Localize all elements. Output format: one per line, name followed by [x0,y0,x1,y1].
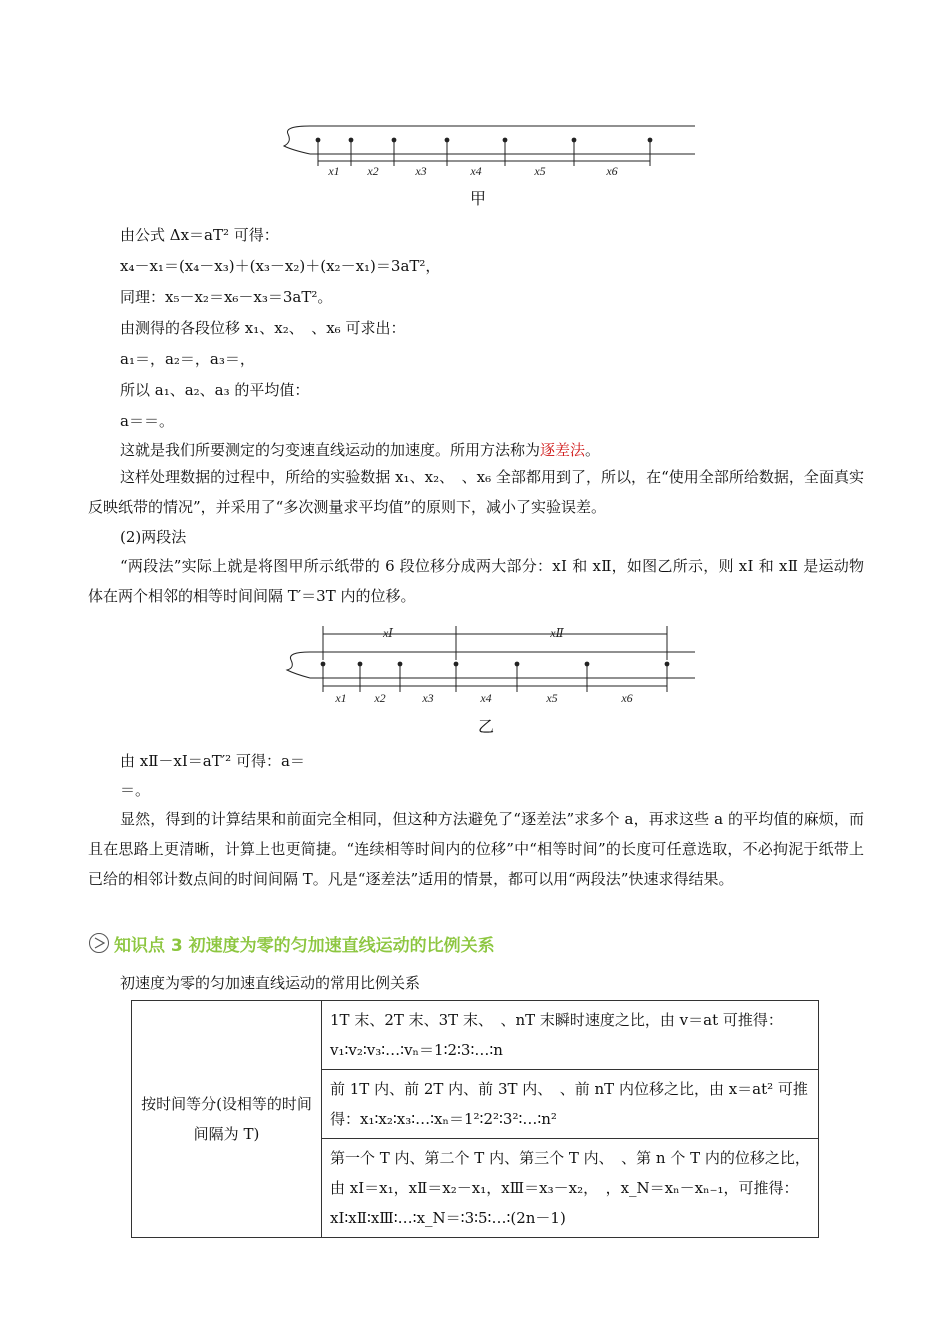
segment-label: x3 [415,164,427,178]
data-usage-paragraph: 这样处理数据的过程中，所给的实验数据 x₁、x₂、 、x₆ 全部都用到了，所以，在“使用全部所给数据，全面真实反映纸带的情况”，并采用了“多次测量求平均值”的原则下，减小了实验误差。 [88,468,864,516]
segment-label: x2 [367,164,379,178]
group-label: xⅠ [382,626,394,640]
equation-line: ＝。 [120,781,151,799]
segment-label: x5 [546,691,558,705]
table-cell: 1T 末、2T 末、3T 末、 、nT 末瞬时速度之比，由 v＝at 可推得：v₁∶v₂∶v₃∶…∶vₙ＝1∶2∶3∶…∶n [322,1001,819,1070]
method-sentence [120,440,600,460]
method-highlight: 逐差法 [540,441,586,459]
knowledge-point-heading [88,928,495,958]
tape-diagram-jia [280,120,700,185]
table-cell: 第一个 T 内、第二个 T 内、第三个 T 内、 、第 n 个 T 内的位移之比，由 xⅠ＝x₁，xⅡ＝x₂－x₁，xⅢ＝x₃－x₂， ，x_N＝xₙ－xₙ₋₁，可推得：xⅠ∶xⅡ∶xⅢ∶…∶x_N＝∶3∶5∶…∶(2n－1) [322,1139,819,1238]
figure-caption-yi: 乙 [478,717,495,736]
segment-label: x1 [335,691,347,705]
row-label-cell: 按时间等分(设相等的时间间隔为 T) [132,1001,322,1238]
segment-label: x6 [606,164,618,178]
section-heading: (2)两段法 [120,528,187,546]
method-suffix: 。 [585,441,601,459]
segment-label: x4 [480,691,492,705]
pointer-icon [88,932,110,954]
knowledge-point-title: 知识点 3 初速度为零的匀加速直线运动的比例关系 [114,935,495,956]
equation-line: 由 xⅡ－xⅠ＝aT′² 可得：a＝ [120,752,305,770]
equation-line: a₁＝，a₂＝，a₃＝， [120,350,255,368]
figure-caption-jia: 甲 [470,189,487,208]
table-cell: 前 1T 内、前 2T 内、前 3T 内、 、前 nT 内位移之比，由 x＝at² 可推得：x₁∶x₂∶x₃∶…∶xₙ＝1²∶2²∶3²∶…∶n² [322,1070,819,1139]
ratio-table [131,1000,819,1238]
table-intro: 初速度为零的匀加速直线运动的常用比例关系 [120,974,421,992]
segment-label: x3 [422,691,434,705]
equation-line: 所以 a₁、a₂、a₃ 的平均值： [120,381,310,399]
equation-line: 由测得的各段位移 x₁、x₂、 、x₆ 可求出： [120,319,406,337]
table-row [132,1001,819,1070]
segment-label: x1 [328,164,340,178]
two-segment-paragraph: “两段法”实际上就是将图甲所示纸带的 6 段位移分成两大部分：xⅠ 和 xⅡ，如图乙所示，则 xⅠ 和 xⅡ 是运动物体在两个相邻的相等时间间隔 T′＝3T 内的位移。 [88,557,864,605]
segment-label: x4 [470,164,482,178]
conclusion-paragraph: 显然，得到的计算结果和前面完全相同，但这种方法避免了“逐差法”求多个 a，再求这些 a 的平均值的麻烦，而且在思路上更清晰，计算上也更简捷。“连续相等时间内的位移”中“相等时间”的长度可任意选取，不必拘泥于纸带上已给的相邻计数点间的时间间隔 T。凡是“逐差法”适用的情景，都可以用“两段法”快速求得结果。 [88,810,864,888]
formula-intro: 由公式 Δx＝aT² 可得： [120,226,279,244]
segment-label: x6 [621,691,633,705]
tape-diagram-yi [285,620,700,712]
segment-label: x2 [374,691,386,705]
method-prefix: 这就是我们所要测定的匀变速直线运动的加速度。所用方法称为 [120,441,541,459]
group-label: xⅡ [550,626,564,640]
equation-line: x₄－x₁＝(x₄－x₃)＋(x₃－x₂)＋(x₂－x₁)＝3aT²， [120,257,441,275]
equation-line: a＝＝。 [120,412,174,430]
equation-line: 同理：x₅－x₂＝x₆－x₃＝3aT²。 [120,288,333,306]
segment-label: x5 [534,164,546,178]
